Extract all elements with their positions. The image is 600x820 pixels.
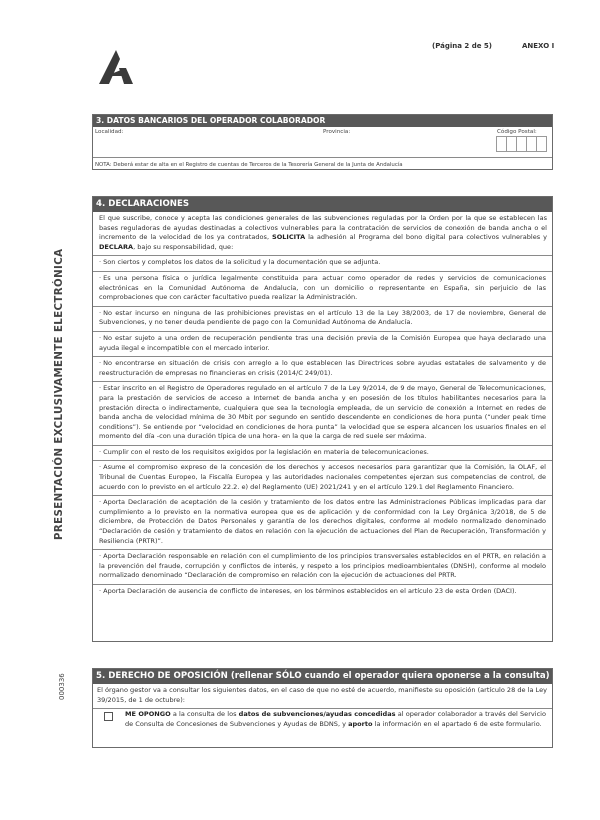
- declaration-item: · Estar inscrito en el Registro de Operadores regulado en el artículo 7 de la Ley 9/2014, de 9 de mayo, General de Telecomunicaciones, para la prestación de servicios de acceso a Internet de banda ancha y en posesión de los títulos habilitantes necesarios para la prestación directa o indirectamente, cualquiera que sea la tecnología empleada, de un servicio de conexión a Internet en redes de banda ancha de velocidad mínima de 30 Mbit por segundo en sentido descendente en condiciones de hora punta (“under peak time conditions”). Se entiende por “velocidad en condiciones de hora punta” la velocidad que se espera alcancen los usuarios finales en el momento del día -con una duración típica de una hora- en la que la carga de red suele ser máxima.: [93, 382, 552, 446]
- section-title: 5. DERECHO DE OPOSICIÓN: [96, 671, 228, 681]
- declaration-text: No estar incurso en ninguna de las prohibiciones previstas en el artículo 13 de la Ley 38/2003, de 17 de noviembre, General de Subvenciones, y no tener deuda pendiente de pago con la Comunidad Autónoma de Andalucía.: [99, 308, 546, 327]
- declaration-item: · No estar incurso en ninguna de las prohibiciones previstas en el artículo 13 de la Ley 38/2003, de 17 de noviembre, General de Subvenciones, y no tener deuda pendiente de pago con la Comunidad Autónoma de Andalucía.: [93, 307, 552, 332]
- declaration-text: Asume el compromiso expreso de la concesión de los derechos y accesos necesarios para garantizar que la Comisión, la OLAF, el Tribunal de Cuentas Europeo, la Fiscalía Europea y las autoridades nacionales competentes ejerzan sus competencias de control, de acuerdo con lo previsto en el artículo 22.2. e) del Reglamento (UE) 2021/241 y en el artículo 129.1 del Reglamento Financiero.: [99, 463, 546, 491]
- declaration-text: Son ciertos y completos los datos de la solicitud y la documentación que se adjunta.: [103, 258, 381, 267]
- oppose-bold-text: aporto: [348, 719, 373, 728]
- postal-code-box[interactable]: [536, 136, 547, 152]
- intro-bold-declara: DECLARA: [99, 242, 134, 251]
- opposition-option: [93, 709, 552, 731]
- declaration-item: · Cumplir con el resto de los requisitos exigidos por la legislación en materia de telecomunicaciones.: [93, 446, 552, 462]
- declaration-item: · Son ciertos y completos los datos de la solicitud y la documentación que se adjunta.: [93, 256, 552, 272]
- declaration-text: Aporta Declaración responsable en relación con el cumplimiento de los principios transversales establecidos en el PRTR, en relación a la prevención del fraude, corrupción y conflictos de interés, y respeto a los principios medioambientales (DNSH), conforme al modelo normalizado denominado “Declaración de compromiso en relación con la ejecución de actuaciones del PRTR.: [99, 552, 546, 580]
- opposition-right-section: [92, 668, 553, 748]
- declaration-text: No estar sujeto a una orden de recuperación pendiente tras una decisión previa de la Comisión Europea que haya declarado una ayuda ilegal e incompatible con el mercado interior.: [99, 333, 546, 352]
- bank-fields-row: [93, 127, 552, 158]
- declarations-section: [92, 196, 553, 642]
- section-title-note: (rellenar SÓLO cuando el operador quiera oponerse a la consulta): [227, 671, 550, 681]
- oppose-text: la información en el apartado 6 de este formulario.: [372, 719, 542, 728]
- page-number: (Página 2 de 5): [432, 42, 492, 50]
- bank-details-section: [92, 114, 553, 170]
- oppose-text: al operador colaborador a través del Servicio de Consulta de Concesiones de Subvenciones y Ayudas de BDNS, y: [125, 710, 547, 728]
- declaration-text: Aporta Declaración de ausencia de conflicto de intereses, en los términos establecidos en el artículo 23 de esta Orden (DACI).: [103, 587, 517, 595]
- annex-label: ANEXO I: [522, 42, 555, 50]
- locality-label: Localidad:: [95, 129, 124, 135]
- declaration-text: Cumplir con el resto de los requisitos exigidos por la legislación en materia de telecomunicaciones.: [103, 447, 429, 456]
- intro-bold-solicita: SOLICITA: [271, 233, 306, 242]
- province-label: Provincia:: [323, 129, 351, 135]
- oppose-bold-text: ME OPONGO: [125, 710, 171, 719]
- intro-text: , bajo su responsabilidad, que:: [133, 242, 234, 251]
- declaration-item: · Es una persona física o jurídica legalmente constituida para actuar como operador de redes y servicios de comunicaciones electrónicas en la Comunidad Autónoma de Andalucía, con un domicilio o representante en España, sin perjuicio de las comprobaciones que con carácter facultativo pueda realizar la Administración.: [93, 272, 552, 307]
- declaration-item: · Aporta Declaración de ausencia de conflicto de intereses, en los términos establecidos en el artículo 23 de esta Orden (DACI).: [99, 587, 517, 595]
- opposition-intro: El órgano gestor va a consultar los siguientes datos, en el caso de que no esté de acuerdo, manifieste su oposición (artículo 28 de la Ley 39/2015, de 1 de octubre):: [93, 684, 552, 709]
- declaration-item: · No encontrarse en situación de crisis con arreglo a lo que establecen las Directrices sobre ayudas estatales de salvamento y de reestructuración de empresas no financieras en crisis (2014/C 249/01).: [93, 357, 552, 382]
- oppose-checkbox[interactable]: [104, 712, 113, 721]
- declaration-item: · Aporta Declaración responsable en relación con el cumplimiento de los principios transversales establecidos en el PRTR, en relación a la prevención del fraude, corrupción y conflictos de interés, y respeto a los principios medioambientales (DNSH), conforme al modelo normalizado denominado “Declaración de compromiso en relación con la ejecución de actuaciones del PRTR.: [93, 550, 552, 585]
- intro-text: El que suscribe, conoce y acepta las condiciones generales de las subvenciones reguladas por la Orden por la que se establecen las bases reguladoras de ayudas destinadas a colectivos vulnerables para la contratación de servicios de conexión de banda ancha o el incremento de la velocidad de los ya contratados,: [99, 214, 547, 242]
- vertical-submission-notice: PRESENTACIÓN EXCLUSIVAMENTE ELECTRÓNICA: [54, 248, 65, 540]
- section-header: 3. DATOS BANCARIOS DEL OPERADOR COLABORADOR: [93, 115, 552, 127]
- document-code: 000336: [58, 673, 66, 700]
- declaration-text: Es una persona física o jurídica legalmente constituida para actuar como operador de redes y servicios de comunicaciones electrónicas en la Comunidad Autónoma de Andalucía, con un domicilio o representante en España, sin perjuicio de las comprobaciones que con carácter facultativo pueda realizar la Administración.: [99, 273, 546, 302]
- declaration-text: Estar inscrito en el Registro de Operadores regulado en el artículo 7 de la Ley 9/2014, de 9 de mayo, General de Telecomunicaciones, para la prestación de servicios de acceso a Internet de banda ancha y en posesión de los títulos habilitantes necesarios para la prestación directa o indirectamente, cualquiera que sea la tecnología empleada, de un servicio de conexión a Internet en redes de banda ancha de velocidad mínima de 30 Mbit por segundo en sentido descendente en condiciones de hora punta (“under peak time conditions”). Se entiende por “velocidad en condiciones de hora punta” la velocidad que se espera alcancen los usuarios finales en el momento del día -con una duración típica de una hora- en la que la carga de red suele ser máxima.: [99, 384, 546, 441]
- junta-andalucia-logo: [99, 50, 133, 84]
- intro-text: la adhesión al Programa del bono digital para colectivos vulnerables y: [305, 233, 547, 242]
- declaration-item: · Asume el compromiso expreso de la concesión de los derechos y accesos necesarios para garantizar que la Comisión, la OLAF, el Tribunal de Cuentas Europeo, la Fiscalía Europea y las autoridades nacionales competentes ejerzan sus competencias de control, de acuerdo con lo previsto en el artículo 22.2. e) del Reglamento (UE) 2021/241 y en el artículo 129.1 del Reglamento Financiero.: [93, 461, 552, 496]
- declarations-intro: [93, 212, 552, 256]
- oppose-text: a la consulta de los: [170, 710, 239, 719]
- postal-code-field[interactable]: [497, 136, 547, 152]
- oppose-bold-text: datos de subvenciones/ayudas concedidas: [238, 710, 396, 719]
- bank-note: NOTA: Deberá estar de alta en el Registro de cuentas de Terceros de la Tesorería General de la Junta de Andalucía: [95, 162, 403, 168]
- section-header: 4. DECLARACIONES: [93, 197, 552, 212]
- declaration-text: Aporta Declaración de aceptación de la cesión y tratamiento de los datos entre las Administraciones Públicas implicadas para dar cumplimiento a lo previsto en la normativa europea que es de aplicación y de conformidad con la Ley Orgánica 3/2018, de 5 de diciembre, de Protección de Datos Personales y garantía de los derechos digitales, conforme al modelo normalizado denominado “Declaración de cesión y tratamiento de datos en relación con la ejecución de actuaciones del Plan de Recuperación, Transformación y Resiliencia (PRTR)”.: [99, 498, 546, 545]
- declaration-item: · No estar sujeto a una orden de recuperación pendiente tras una decisión previa de la Comisión Europea que haya declarado una ayuda ilegal e incompatible con el mercado interior.: [93, 332, 552, 357]
- declaration-text: No encontrarse en situación de crisis con arreglo a lo que establecen las Directrices sobre ayudas estatales de salvamento y de reestructuración de empresas no financieras en crisis (2014/C 249/01).: [99, 359, 546, 377]
- section-header: [93, 669, 552, 684]
- postal-code-label: Código Postal:: [497, 129, 537, 135]
- declaration-item: · Aporta Declaración de aceptación de la cesión y tratamiento de los datos entre las Administraciones Públicas implicadas para dar cumplimiento a lo previsto en la normativa europea que es de aplicación y de conformidad con la Ley Orgánica 3/2018, de 5 de diciembre, de Protección de Datos Personales y garantía de los derechos digitales, conforme al modelo normalizado denominado “Declaración de cesión y tratamiento de datos en relación con la ejecución de actuaciones del Plan de Recuperación, Transformación y Resiliencia (PRTR)”.: [93, 496, 552, 550]
